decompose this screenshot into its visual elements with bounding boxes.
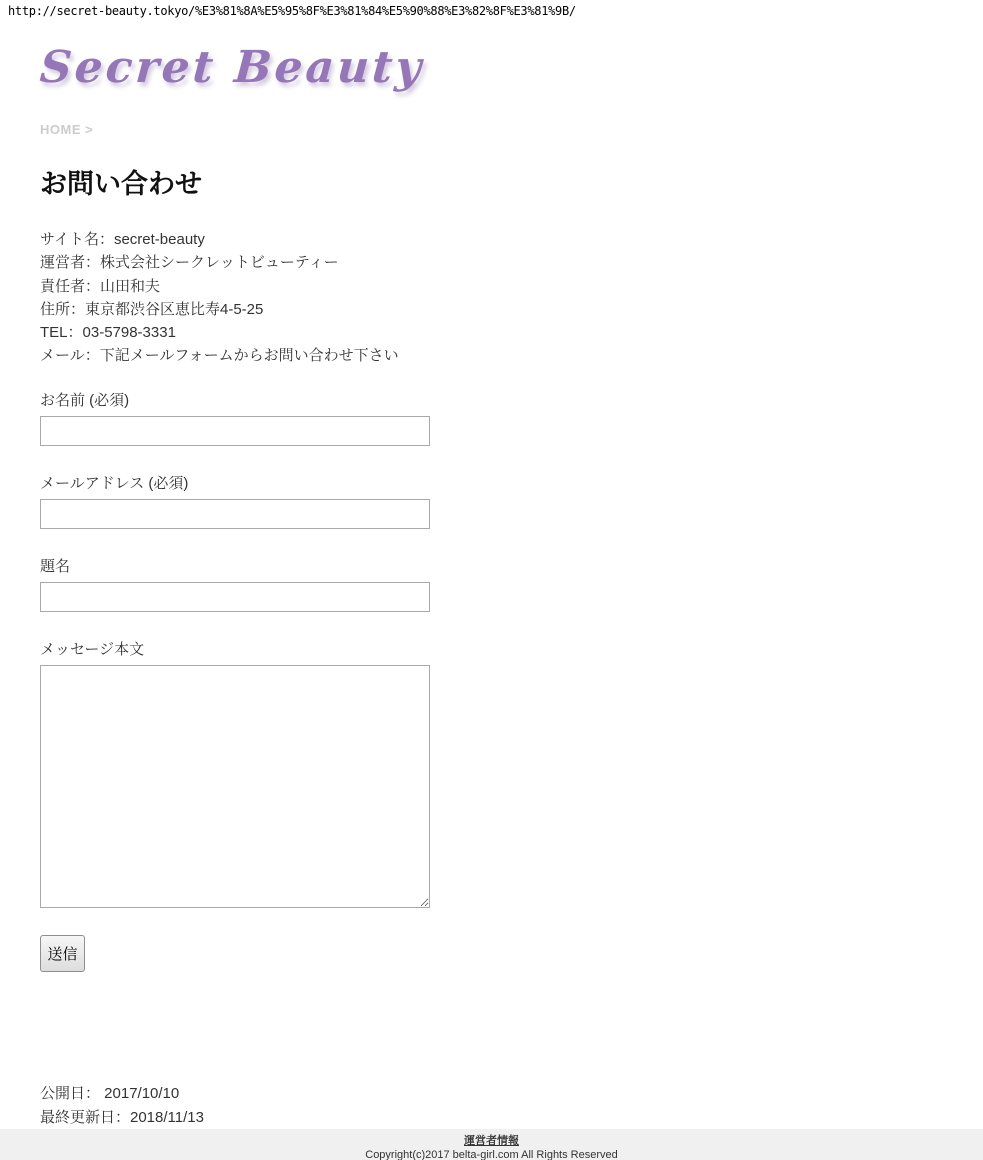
- site-info-line-tel: TEL：03-5798-3331: [40, 324, 176, 342]
- field-name: [40, 389, 943, 446]
- submit-button[interactable]: 送信: [40, 935, 85, 972]
- site-footer: [0, 1129, 983, 1160]
- breadcrumb-separator: >: [85, 122, 94, 137]
- site-info-line-address: 住所：東京都渋谷区恵比寿4-5-25: [40, 300, 264, 318]
- name-field-label: お名前 (必須): [40, 391, 130, 409]
- email-input[interactable]: [40, 499, 430, 529]
- post-meta: [40, 1082, 943, 1130]
- site-logo[interactable]: Secret Beauty: [38, 42, 426, 93]
- site-info-line-mail: メール：下記メールフォームからお問い合わせ下さい: [40, 347, 399, 365]
- updated-date-line: 最終更新日：2018/11/13: [40, 1108, 204, 1126]
- operator-info-link[interactable]: 運営者情報: [464, 1135, 519, 1147]
- main-content: [0, 18, 983, 1130]
- field-email: [40, 472, 943, 529]
- site-info-line-operator: 運営者：株式会社シークレットビューティー: [40, 254, 339, 272]
- page-title: お問い合わせ: [40, 169, 202, 199]
- url-text: http://secret-beauty.tokyo/%E3%81%8A%E5%95%8F%E3%81%84%E5%90%88%E3%82%8F%E3%81%9B/: [8, 4, 576, 18]
- name-input[interactable]: [40, 416, 430, 446]
- contact-form: [40, 389, 943, 972]
- breadcrumb-home-link[interactable]: HOME: [40, 122, 81, 137]
- site-info-line-manager: 責任者：山田和夫: [40, 277, 161, 295]
- email-field-label: メールアドレス (必須): [40, 474, 189, 492]
- site-info-block: [40, 228, 943, 368]
- subject-field-label: 題名: [40, 557, 71, 575]
- field-message: [40, 638, 943, 908]
- subject-input[interactable]: [40, 582, 430, 612]
- message-field-label: メッセージ本文: [40, 640, 145, 658]
- breadcrumb: [40, 122, 943, 137]
- field-subject: [40, 555, 943, 612]
- copyright-text: Copyright(c)2017 belta-girl.com All Rights Reserved: [365, 1149, 618, 1160]
- message-textarea[interactable]: [40, 665, 430, 908]
- published-date-line: 公開日： 2017/10/10: [40, 1084, 180, 1102]
- site-info-line-sitename: サイト名：secret-beauty: [40, 231, 205, 248]
